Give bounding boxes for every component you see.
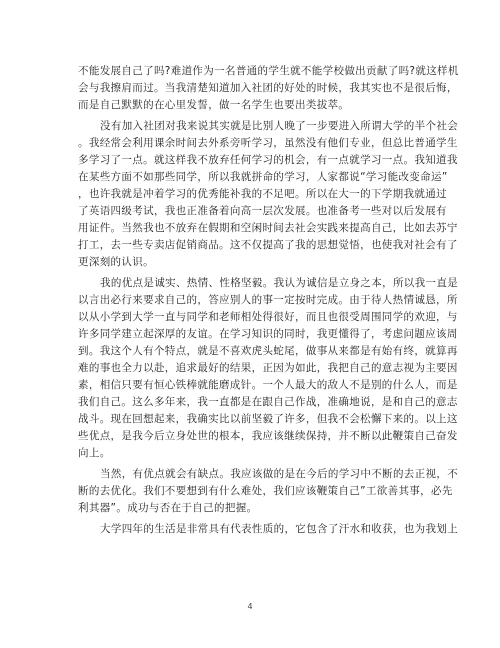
text-line: 了英语四级考试，我也正准备着向高一层次发展。也准备考一些对以后发展有 — [78, 205, 447, 217]
page-number: 4 — [247, 602, 253, 611]
text-line: 会与我擦肩而过。当我清楚知道加入社团的好处的时候，我其实也不是很后悔， — [78, 82, 458, 94]
text-line: 不能发展自己了吗?难道作为一名普通的学生就不能学校做出贡献了吗?就这样机 — [78, 65, 459, 77]
text-line: 素，相信只要有恒心铁棒就能磨成针。一个人最大的敌人不是别的什么人，而是 — [78, 379, 458, 391]
paragraph-3 — [78, 275, 459, 462]
text-line: 用证件。当然我也不放弃在假期和空闲时间去社会实践来提高自己，比如去苏宁 — [78, 222, 458, 234]
paragraph-4 — [78, 466, 459, 517]
text-line: 到。我这个人有个特点，就是不喜欢虎头蛇尾，做事从来都是有始有终，就算再 — [78, 345, 458, 357]
text-line: 我的优点是诚实、热情、性格坚毅。我认为诚信是立身之本，所以我一直是 — [100, 277, 459, 289]
paragraph-1 — [78, 63, 459, 114]
text-line: 难的事也全力以赴，追求最好的结果，正因为如此，我把自己的意志视为主要因 — [78, 362, 458, 374]
text-line: 当然，有优点就会有缺点。我应该做的是在今后的学习中不断的去正视，不 — [100, 468, 459, 480]
paragraph-5 — [78, 521, 459, 538]
text-line: 些优点，是我今后立身处世的根本，我应该继续保持，并不断以此鞭策自己奋发 — [78, 430, 458, 442]
text-line: 打工，去一些专卖店促销商品。这不仅提高了我的思想觉悟，也使我对社会有了 — [78, 239, 458, 251]
text-line: 许多同学建立起深厚的友谊。在学习知识的同时，我更懂得了，考虑问题应该周 — [78, 328, 458, 340]
text-line: 断的去优化。我们不要想到有什么难处，我们应该鞭策自己”工欲善其事，必先 — [78, 485, 453, 497]
text-line: ，也许我就是冲着学习的优秀能补我的不足吧。所以在大一的下学期我就通过 — [78, 188, 447, 200]
text-line: 以从小学到大学一直与同学和老师相处得很好，而且也很受周围同学的欢迎，与 — [78, 311, 458, 323]
text-line: 而是自己默默的在心里发誓，做一名学生也要出类拔萃。 — [78, 99, 350, 111]
text-line: 战斗。现在回想起来，我确实比以前坚毅了许多，但我不会松懈下来的。以上这 — [78, 413, 458, 425]
text-line: 利其器”。成功与否在于自己的把握。 — [78, 502, 258, 514]
text-line: 在某些方面不如那些同学，所以我就拼命的学习，人家都说“学习能改变命运” — [78, 171, 448, 183]
text-line: 向上。 — [78, 447, 111, 459]
text-line: 大学四年的生活是非常具有代表性质的，它包含了汗水和收获，也为我划上 — [100, 523, 459, 535]
text-line: 。我经常会利用课余时间去外系旁听学习，虽然没有他们专业，但总比普通学生 — [78, 137, 458, 149]
text-line: 多学习了一点。就这样我不放弃任何学习的机会，有一点就学习一点。我知道我 — [78, 154, 458, 166]
text-line: 我们自己。这么多年来，我一直都是在跟自己作战，准确地说，是和自己的意志 — [78, 396, 458, 408]
paragraph-2 — [78, 118, 459, 271]
text-line: 以言出必行来要求自己的，答应别人的事一定按时完成。由于待人热情诚恳，所 — [78, 294, 458, 306]
text-line: 更深刻的认识。 — [78, 256, 154, 268]
document-body — [78, 63, 459, 542]
text-line: 没有加入社团对我来说其实就是比别人晚了一步要进入所谓大学的半个社会 — [100, 120, 459, 132]
